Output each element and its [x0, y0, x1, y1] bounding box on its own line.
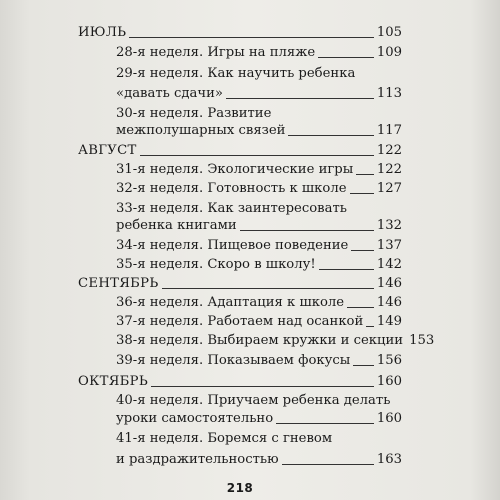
dot-leader: [226, 97, 374, 99]
toc-page-number: 137: [376, 238, 402, 253]
toc-page-number: 132: [376, 218, 402, 233]
dot-leader: [240, 229, 374, 231]
toc-entry-week-37[interactable]: [116, 314, 402, 330]
toc-entry-title-cont: уроки самостоятельно: [116, 411, 274, 426]
toc-month-october[interactable]: [78, 374, 402, 390]
toc-entry-week-28[interactable]: [116, 45, 402, 61]
toc-entry-title: 39-я неделя. Показываем фокусы: [116, 353, 351, 368]
toc-entry-title-cont: «давать сдачи»: [116, 86, 223, 101]
toc-entry-week-30[interactable]: [116, 123, 402, 139]
dot-leader: [366, 325, 374, 327]
toc-entry-title: 28-я неделя. Игры на пляже: [116, 45, 316, 60]
toc-entry-title: ИЮЛЬ: [78, 25, 127, 40]
toc-page-number: 149: [376, 314, 402, 329]
dot-leader: [288, 134, 373, 136]
dot-leader: [276, 422, 374, 424]
toc-entry-week-38[interactable]: [116, 333, 435, 349]
toc-entry-week-31[interactable]: [116, 162, 402, 178]
toc-entry-week-40[interactable]: [116, 411, 402, 427]
toc-month-august[interactable]: [78, 143, 402, 159]
toc-entry-title: 37-я неделя. Работаем над осанкой: [116, 314, 364, 329]
dot-leader: [356, 173, 374, 175]
toc-page-number: 160: [376, 374, 402, 389]
toc-entry-week-39[interactable]: [116, 353, 402, 369]
toc-entry-title: СЕНТЯБРЬ: [78, 276, 159, 291]
toc-entry-title: ОКТЯБРЬ: [78, 374, 149, 389]
toc-entry-title-cont: ребенка книгами: [116, 218, 237, 233]
toc-entry-title: 31-я неделя. Экологические игры: [116, 162, 354, 177]
toc-entry-title: 34-я неделя. Пищевое поведение: [116, 238, 349, 253]
toc-entry-week-32[interactable]: [116, 181, 402, 197]
toc-page-number: 163: [376, 452, 402, 467]
toc-page-number: 122: [376, 143, 402, 158]
dot-leader: [347, 306, 374, 308]
toc-page-number: 117: [376, 123, 402, 138]
toc-entry-week-29-line1[interactable]: 29-я неделя. Как научить ребенка: [116, 66, 356, 81]
toc-page-number: 105: [376, 25, 402, 40]
table-of-contents: [78, 0, 435, 500]
toc-entry-week-33[interactable]: [116, 218, 402, 234]
toc-page-number: 122: [376, 162, 402, 177]
toc-page-number: 153: [409, 333, 435, 348]
toc-page-number: 142: [376, 257, 402, 272]
toc-entry-week-35[interactable]: [116, 257, 402, 273]
toc-entry-week-41-line1[interactable]: 41-я неделя. Боремся с гневом: [116, 431, 333, 446]
toc-page-number: 146: [376, 295, 402, 310]
toc-entry-title: 35-я неделя. Скоро в школу!: [116, 257, 316, 272]
toc-entry-title-cont: межполушарных связей: [116, 123, 286, 138]
dot-leader: [151, 385, 374, 387]
toc-entry-week-36[interactable]: [116, 295, 402, 311]
dot-leader: [140, 154, 374, 156]
dot-leader: [353, 364, 374, 366]
dot-leader: [319, 268, 374, 270]
toc-entry-title: АВГУСТ: [78, 143, 137, 158]
toc-entry-week-33-line1[interactable]: 33-я неделя. Как заинтересовать: [116, 201, 347, 216]
toc-entry-week-30-line1[interactable]: 30-я неделя. Развитие: [116, 106, 272, 121]
toc-page-number: 160: [376, 411, 402, 426]
toc-month-september[interactable]: [78, 276, 402, 292]
toc-page-number: 127: [376, 181, 402, 196]
toc-entry-title: 38-я неделя. Выбираем кружки и секции: [116, 333, 404, 348]
toc-entry-title: 32-я неделя. Готовность к школе: [116, 181, 347, 196]
toc-entry-week-40-line1[interactable]: 40-я неделя. Приучаем ребенка делать: [116, 393, 391, 408]
toc-entry-week-34[interactable]: [116, 238, 402, 254]
toc-page-number: 113: [376, 86, 402, 101]
dot-leader: [129, 36, 373, 38]
page-number-footer: 218: [226, 481, 254, 495]
toc-entry-title-cont: и раздражительностью: [116, 452, 279, 467]
toc-entry-week-29[interactable]: [116, 86, 402, 102]
dot-leader: [162, 287, 374, 289]
toc-entry-title: 36-я неделя. Адаптация к школе: [116, 295, 345, 310]
dot-leader: [351, 249, 374, 251]
toc-page-number: 146: [376, 276, 402, 291]
toc-month-july[interactable]: [78, 25, 402, 41]
dot-leader: [350, 192, 374, 194]
dot-leader: [282, 463, 374, 465]
dot-leader: [318, 56, 374, 58]
toc-page-number: 109: [376, 45, 402, 60]
toc-page-number: 156: [376, 353, 402, 368]
toc-entry-week-41[interactable]: [116, 452, 402, 468]
